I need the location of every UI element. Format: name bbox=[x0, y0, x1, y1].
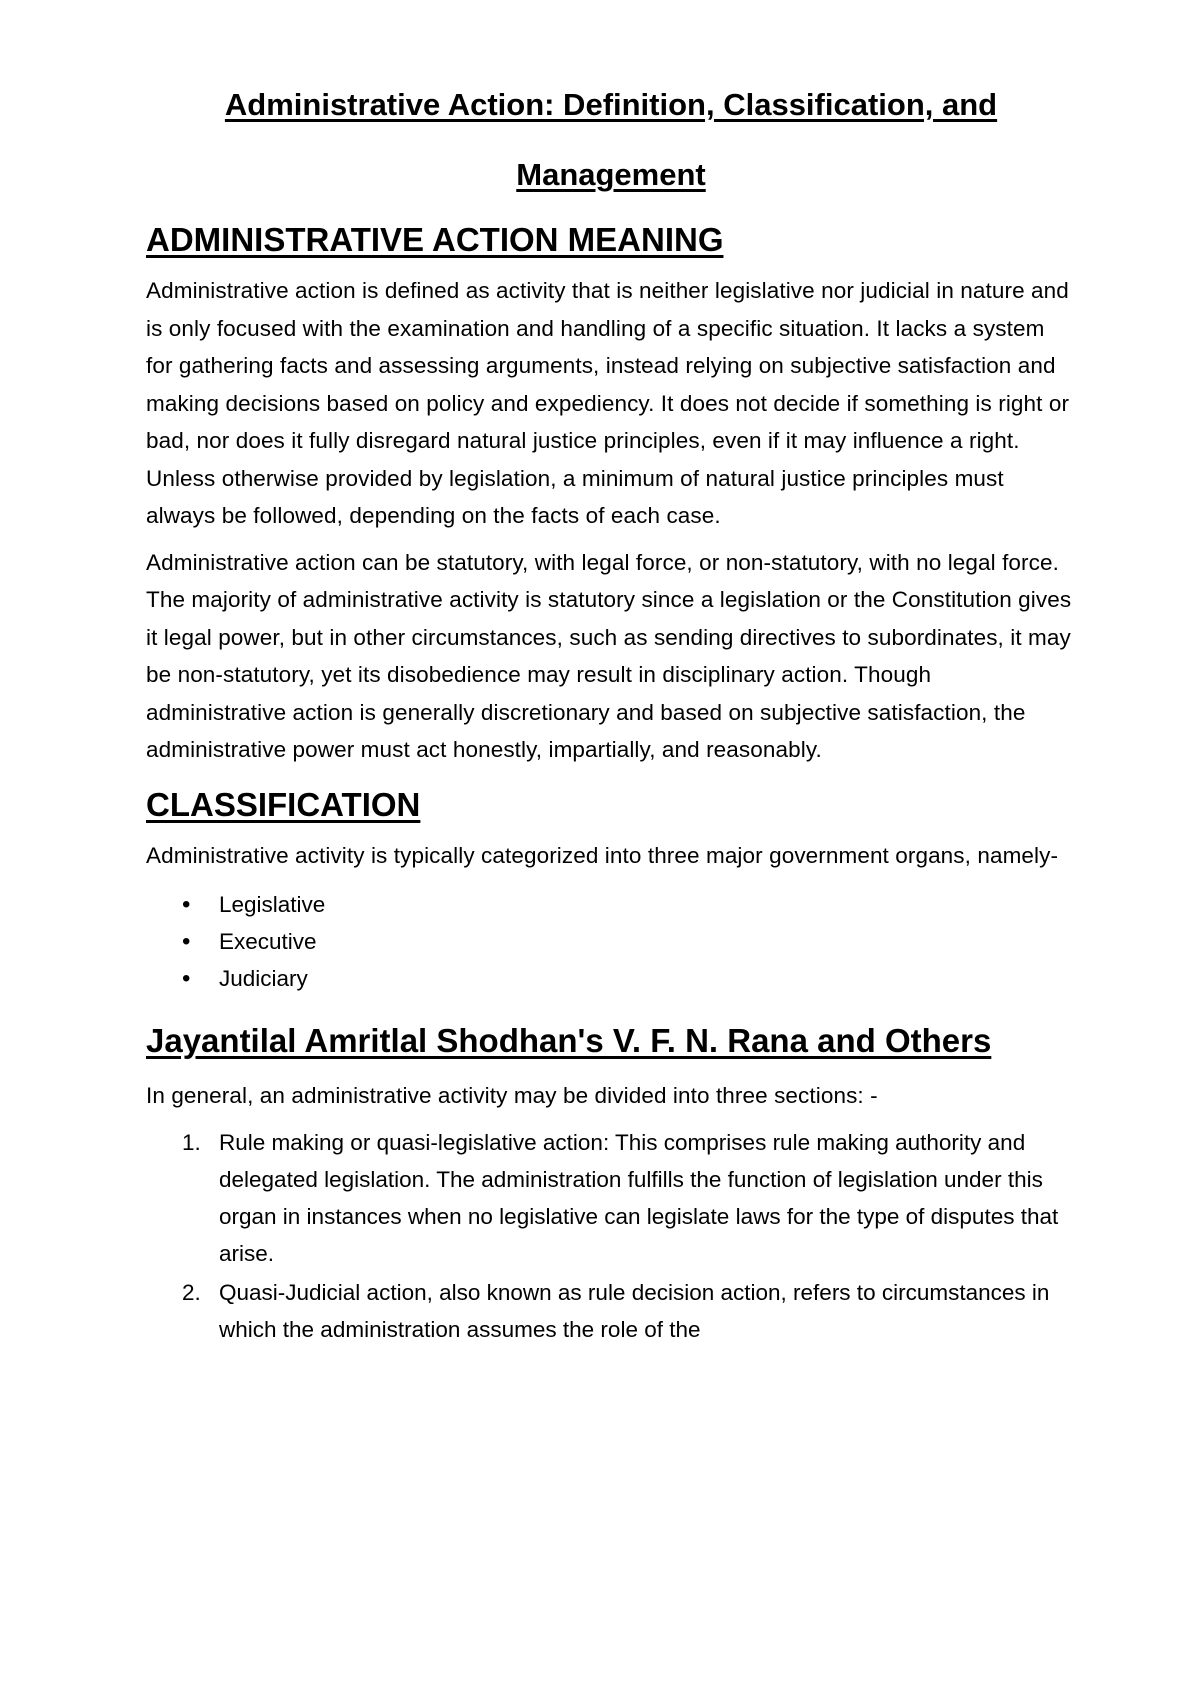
list-number: 1. bbox=[182, 1129, 201, 1155]
document-title: Administrative Action: Definition, Classification, and Management bbox=[224, 87, 998, 192]
list-item-quasi-judicial bbox=[146, 1274, 1076, 1348]
section-heading-case: Jayantilal Amritlal Shodhan's V. F. N. Rana and Others bbox=[146, 1022, 992, 1059]
meaning-paragraph-1: Administrative action is defined as activity that is neither legislative nor judicial in nature and is only focused with the examination and handling of a specific situation. It lacks a system for gathering facts and assessing arguments, instead relying on subjective satisfaction and making decisions based on policy and expediency. It does not decide if something is right or bad, nor does it fully disregard natural justice principles, even if it may influence a right. Unless otherwise provided by legislation, a minimum of natural justice principles must always be followed, depending on the facts of each case. bbox=[146, 278, 1070, 528]
sections-list bbox=[146, 1124, 1076, 1348]
list-item-legislative: • Legislative bbox=[146, 886, 1076, 923]
section-heading-meaning: ADMINISTRATIVE ACTION MEANING bbox=[146, 221, 724, 258]
case-intro: In general, an administrative activity may be divided into three sections: - bbox=[146, 1083, 878, 1108]
document-page bbox=[146, 70, 1076, 1350]
list-item-text: Rule making or quasi-legislative action: This comprises rule making authority and delegated legislation. The administration fulfills the function of legislation under this organ in instances when no legislative can legislate laws for the type of disputes that arise. bbox=[219, 1129, 1059, 1266]
list-item-rule-making bbox=[146, 1124, 1076, 1272]
list-number: 2. bbox=[182, 1279, 201, 1305]
list-item-judiciary: • Judiciary bbox=[146, 960, 1076, 997]
list-item-text: Quasi-Judicial action, also known as rule decision action, refers to circumstances in which the administration assumes the role of the bbox=[219, 1279, 1050, 1342]
organs-list bbox=[146, 886, 1076, 997]
meaning-paragraph-2: Administrative action can be statutory, with legal force, or non-statutory, with no legal force. The majority of administrative activity is statutory since a legislation or the Constitution gives it legal power, but in other circumstances, such as sending directives to subordinates, it may be non-statutory, yet its disobedience may result in disciplinary action. Though administrative action is generally discretionary and based on subjective satisfaction, the administrative power must act honestly, impartially, and reasonably. bbox=[146, 549, 1072, 762]
classification-intro: Administrative activity is typically categorized into three major government organs, namely- bbox=[146, 842, 1059, 868]
section-heading-classification: CLASSIFICATION bbox=[146, 785, 421, 823]
list-item-executive: • Executive bbox=[146, 923, 1076, 960]
